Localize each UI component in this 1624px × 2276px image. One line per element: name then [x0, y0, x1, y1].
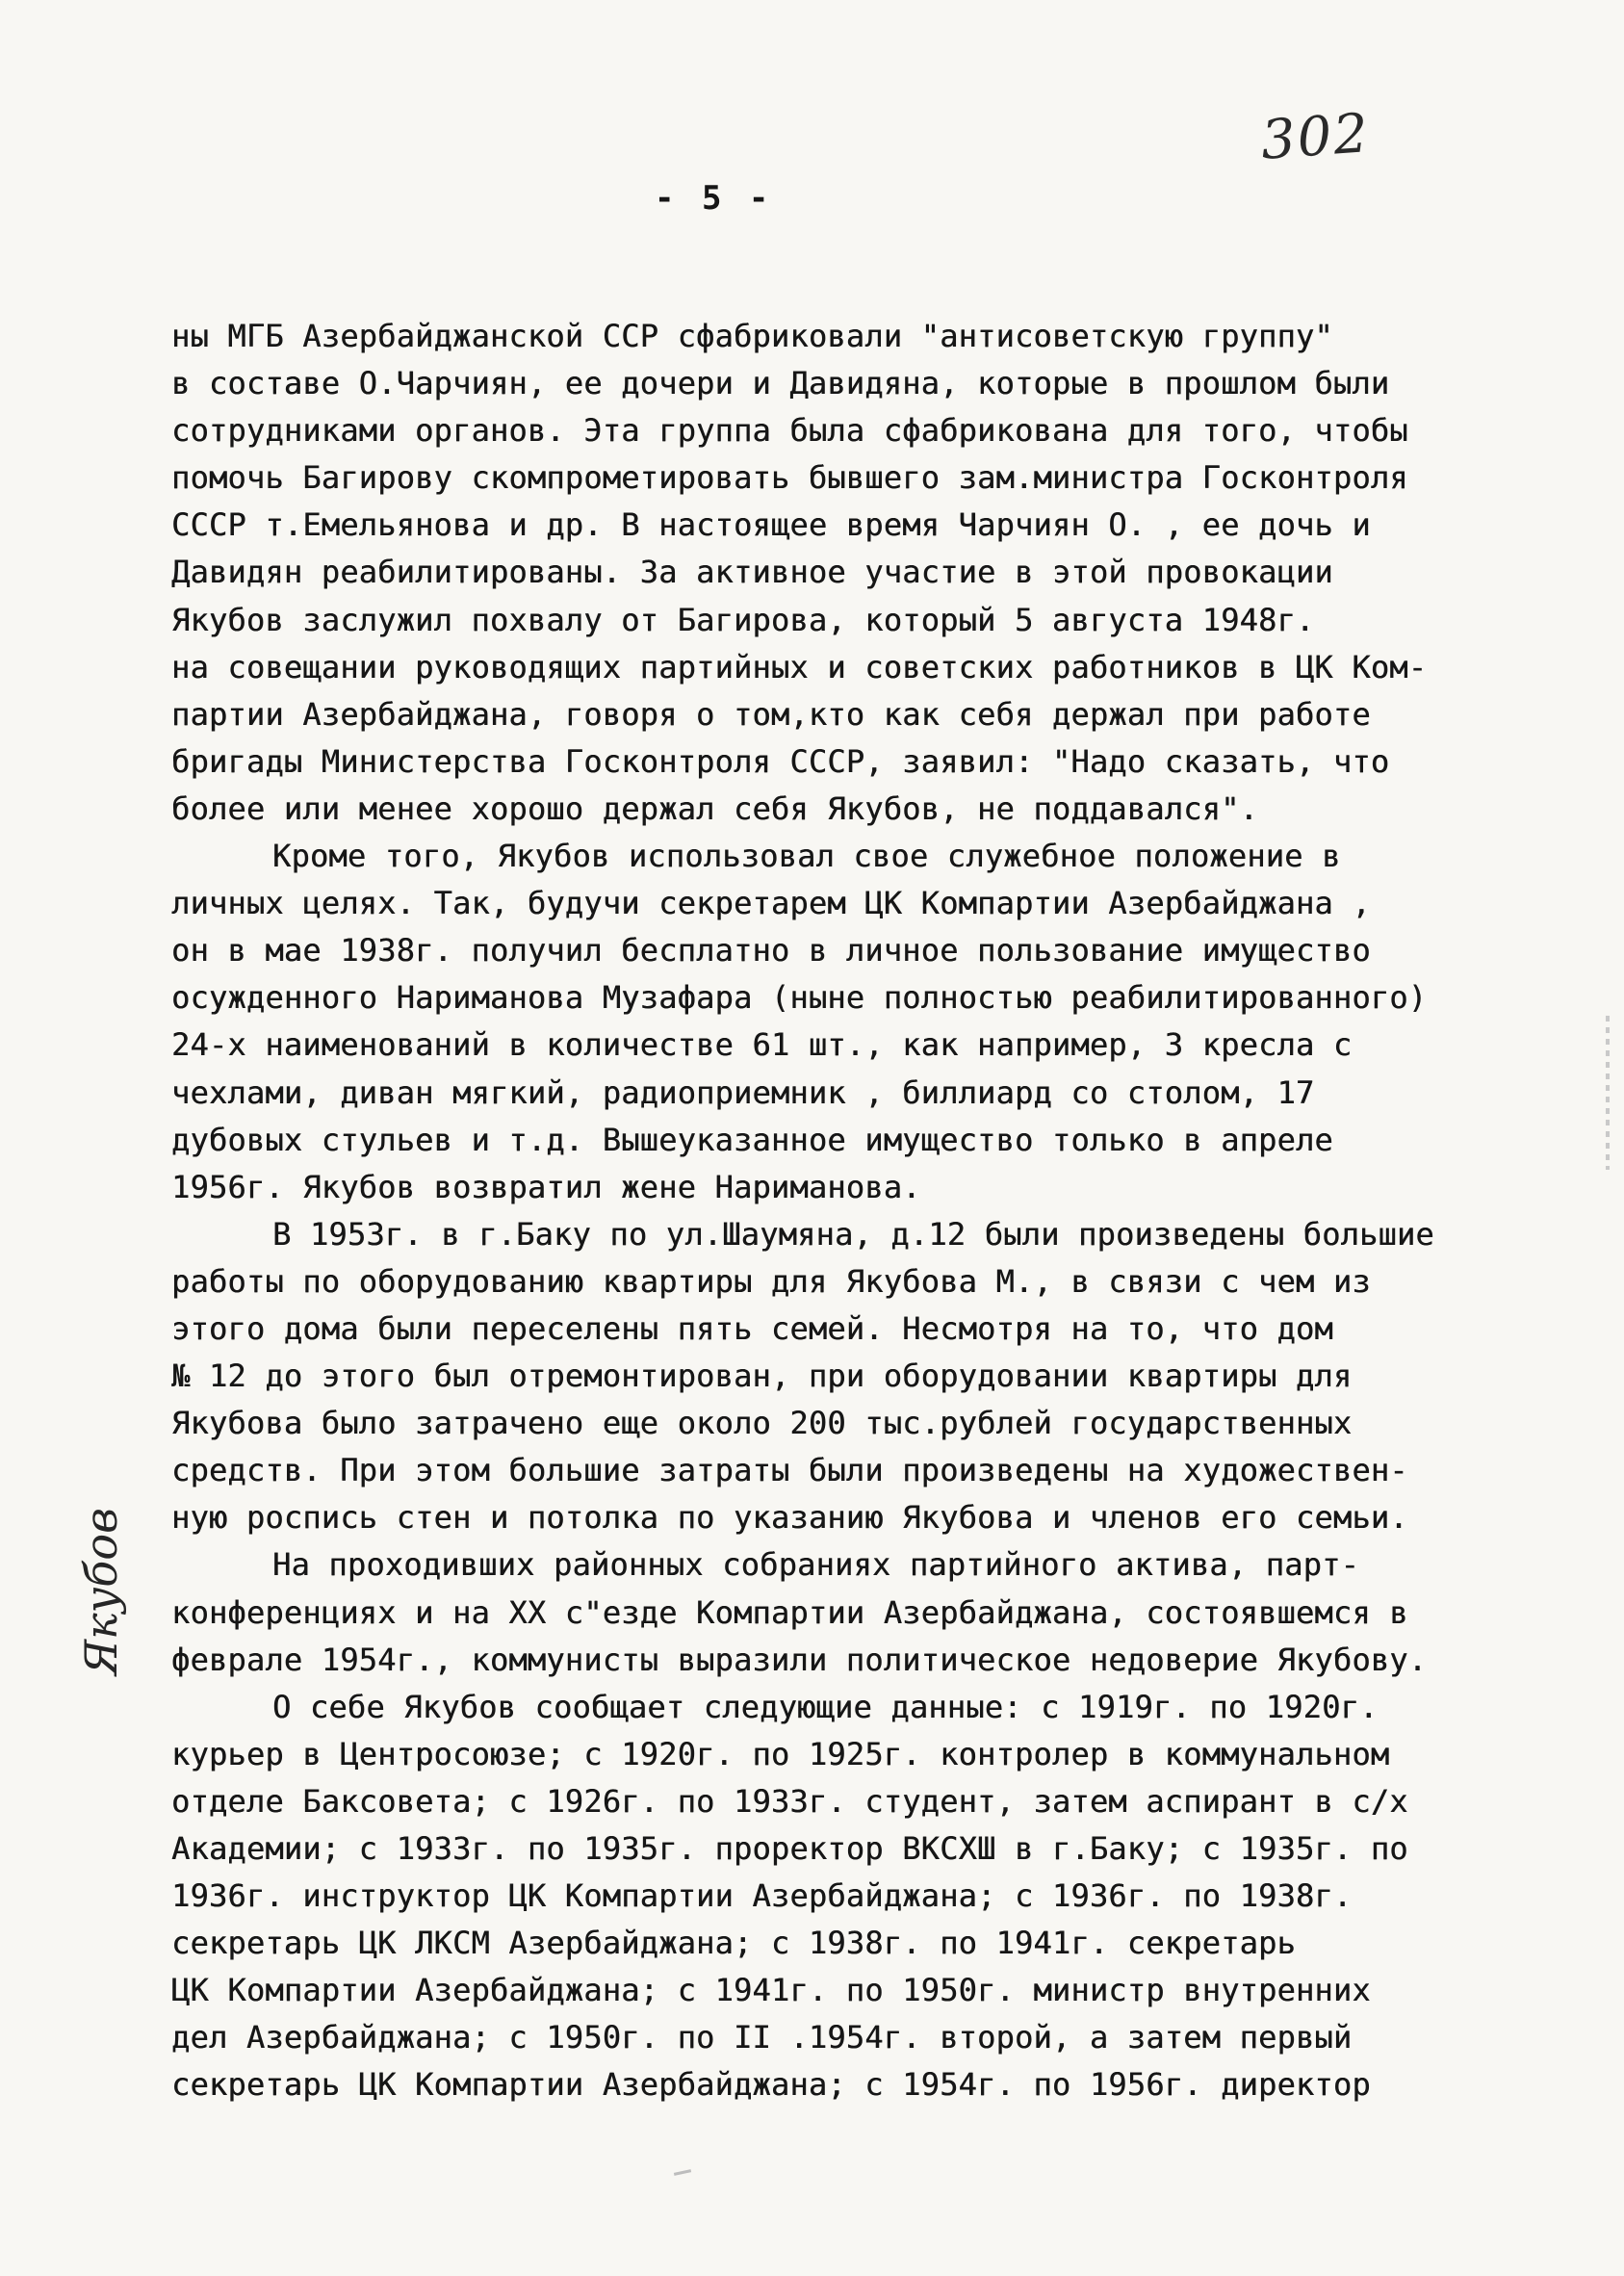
text-line: осужденного Нариманова Музафара (ныне полностью реабилитированного) [171, 979, 1428, 1017]
text-line: Якубова было затрачено еще около 200 тыс.рублей государственных [171, 1405, 1353, 1442]
bottom-scan-mark [674, 2169, 691, 2176]
text-line: более или менее хорошо держал себя Якубов, не поддавался". [171, 789, 1259, 827]
text-line: помочь Багирову скомпрометировать бывшего зам.министра Госконтроля [171, 459, 1408, 497]
text-line: ны МГБ Азербайджанской ССР сфабриковали "антисоветскую группу" [171, 318, 1333, 354]
text-line: секретарь ЦК Компартии Азербайджана; с 1954г. по 1956г. директор [171, 2066, 1371, 2104]
text-line: 1956г. Якубов возвратил жене Нариманова. [171, 1168, 921, 1205]
text-line: ную роспись стен и потолка по указанию Якубова и членов его семьи. [171, 1499, 1408, 1537]
text-line: дубовых стульев и т.д. Вышеуказанное имущество только в апреле [171, 1121, 1333, 1158]
text-line: ЦК Компартии Азербайджана; с 1941г. по 1950г. министр внутренних [171, 1972, 1371, 2009]
margin-handwritten-note: Якубов [75, 1508, 127, 1675]
text-line: личных целях. Так, будучи секретарем ЦК Компартии Азербайджана , [171, 885, 1371, 922]
text-line: средств. При этом большие затраты были произведены на художествен- [171, 1452, 1408, 1489]
text-line: В 1953г. в г.Баку по ул.Шаумяна, д.12 были произведены большие [272, 1215, 1434, 1253]
page-number: - 5 - [655, 179, 773, 218]
text-line: конференциях и на XX с"езде Компартии Азербайджана, состоявшемся в [171, 1593, 1408, 1631]
text-line: партии Азербайджана, говоря о том,кто как себя держал при работе [171, 695, 1371, 733]
text-line: Давидян реабилитированы. За активное участие в этой провокации [171, 554, 1333, 591]
text-line: феврале 1954г., коммунисты выразили политическое недоверие Якубову. [171, 1641, 1428, 1678]
text-line: 1936г. инструктор ЦК Компартии Азербайджана; с 1936г. по 1938г. [171, 1877, 1353, 1915]
text-line: чехлами, диван мягкий, радиоприемник , биллиард со столом, 17 [171, 1073, 1315, 1111]
document-body [171, 313, 1481, 2109]
text-line: отделе Баксовета; с 1926г. по 1933г. студент, затем аспирант в с/х [171, 1782, 1408, 1820]
text-line: 24-х наименований в количестве 61 шт., как например, 3 кресла с [171, 1026, 1353, 1064]
text-line: СССР т.Емельянова и др. В настоящее время Чарчиян О. , ее дочь и [171, 506, 1371, 544]
text-line: сотрудниками органов. Эта группа была сфабрикована для того, чтобы [171, 412, 1408, 450]
text-line: Академии; с 1933г. по 1935г. проректор ВКСХШ в г.Баку; с 1935г. по [171, 1830, 1408, 1867]
text-line: О себе Якубов сообщает следующие данные: с 1919г. по 1920г. [272, 1688, 1379, 1725]
archive-page-number: 302 [1258, 102, 1373, 172]
text-line: он в мае 1938г. получил бесплатно в личное пользование имущество [171, 932, 1371, 970]
text-line: на совещании руководящих партийных и советских работников в ЦК Ком- [171, 648, 1428, 685]
text-line: в составе О.Чарчиян, ее дочери и Давидяна, которые в прошлом были [171, 365, 1390, 402]
text-line: № 12 до этого был отремонтирован, при оборудовании квартиры для [171, 1358, 1353, 1395]
text-line: бригады Министерства Госконтроля СССР, заявил: "Надо сказать, что [171, 742, 1390, 780]
text-line: Кроме того, Якубов использовал свое служебное положение в [272, 838, 1341, 875]
text-line: секретарь ЦК ЛКСМ Азербайджана; с 1938г. по 1941г. секретарь [171, 1925, 1296, 1962]
text-line: Якубов заслужил похвалу от Багирова, который 5 августа 1948г. [171, 601, 1315, 638]
text-line: курьер в Центросоюзе; с 1920г. по 1925г. контролер в коммунальном [171, 1735, 1390, 1772]
edge-scan-mark [1606, 1016, 1610, 1170]
text-line: дел Азербайджана; с 1950г. по II .1954г. второй, а затем первый [171, 2019, 1353, 2056]
text-line: работы по оборудованию квартиры для Якубова М., в связи с чем из [171, 1262, 1371, 1300]
text-line: этого дома были переселены пять семей. Несмотря на то, что дом [171, 1309, 1333, 1347]
text-line: На проходивших районных собраниях партийного актива, парт- [272, 1546, 1360, 1584]
